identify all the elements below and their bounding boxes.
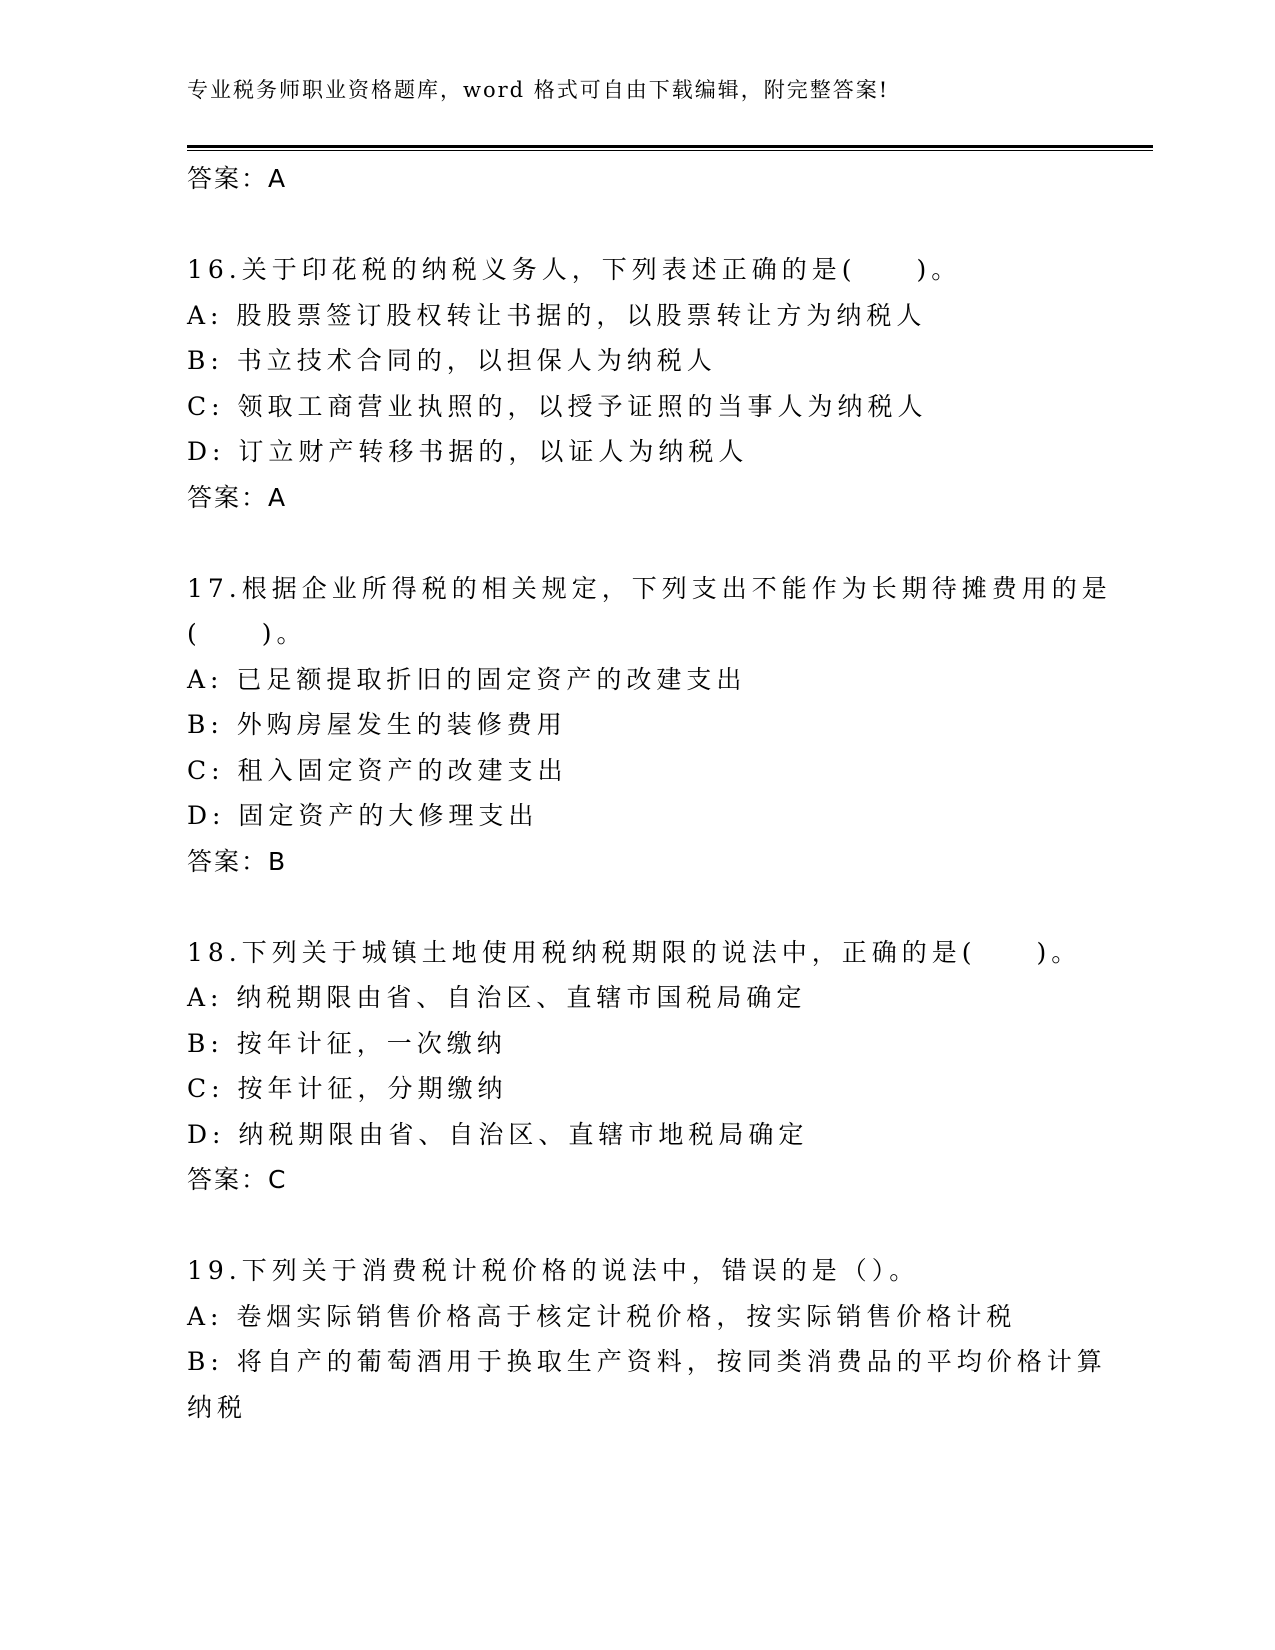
answer-line — [187, 839, 1087, 885]
option-a: A: 股股票签订股权转让书据的，以股票转让方为纳税人 — [187, 300, 927, 330]
option-a: A: 已足额提取折旧的固定资产的改建支出 — [187, 664, 747, 694]
spacer — [187, 520, 1087, 566]
header-rule-thin — [187, 150, 1153, 151]
option-a: A: 纳税期限由省、自治区、直辖市国税局确定 — [187, 983, 807, 1012]
spacer — [187, 1203, 1087, 1249]
answer-label: 答案： — [187, 846, 269, 876]
question-block — [187, 247, 1087, 520]
question-stem: 18.下列关于城镇土地使用税纳税期限的说法中，正确的是( )。 — [187, 937, 1082, 967]
option-d: D: 纳税期限由省、自治区、直辖市地税局确定 — [187, 1119, 809, 1149]
answer-label: 答案： — [187, 1165, 269, 1194]
option-a: A: 卷烟实际销售价格高于核定计税价格，按实际销售价格计税 — [187, 1301, 1017, 1331]
question-stem: 17.根据企业所得税的相关规定，下列支出不能作为长期待摊费用的是 — [187, 573, 1112, 603]
answer-value: C — [268, 1165, 288, 1194]
question-stem: 16.关于印花税的纳税义务人，下列表述正确的是( )。 — [187, 255, 962, 284]
spacer — [187, 884, 1087, 930]
answer-value: B — [268, 846, 288, 876]
page-header: 专业税务师职业资格题库，word 格式可自由下载编辑，附完整答案! — [187, 78, 890, 102]
answer-value: A — [268, 482, 288, 512]
option-b: B: 将自产的葡萄酒用于换取生产资料，按同类消费品的平均价格计算 — [187, 1347, 1107, 1376]
answer-value: A — [268, 164, 288, 193]
option-b-continued: 纳税 — [187, 1392, 248, 1422]
header-rule-thick — [187, 145, 1153, 148]
answer-label: 答案： — [187, 164, 269, 193]
answer-line — [187, 475, 1087, 521]
question-stem-continued: ( )。 — [187, 619, 307, 648]
option-c: C: 租入固定资产的改建支出 — [187, 755, 568, 785]
answer-line — [187, 156, 1087, 202]
option-b: B: 外购房屋发生的装修费用 — [187, 710, 567, 739]
question-block — [187, 930, 1087, 1203]
option-d: D: 订立财产转移书据的，以证人为纳税人 — [187, 437, 749, 466]
answer-label: 答案： — [187, 482, 269, 512]
option-c: C: 按年计征，分期缴纳 — [187, 1074, 508, 1103]
question-block — [187, 1248, 1107, 1430]
question-block — [187, 566, 1112, 885]
option-c: C: 领取工商营业执照的，以授予证照的当事人为纳税人 — [187, 391, 928, 421]
question-content — [187, 156, 1112, 1430]
answer-line — [187, 1157, 1087, 1203]
spacer — [187, 202, 1087, 248]
option-d: D: 固定资产的大修理支出 — [187, 801, 539, 830]
option-b: B: 按年计征，一次缴纳 — [187, 1028, 507, 1058]
question-stem: 19.下列关于消费税计税价格的说法中，错误的是（）。 — [187, 1256, 920, 1285]
option-b: B: 书立技术合同的，以担保人为纳税人 — [187, 346, 717, 375]
